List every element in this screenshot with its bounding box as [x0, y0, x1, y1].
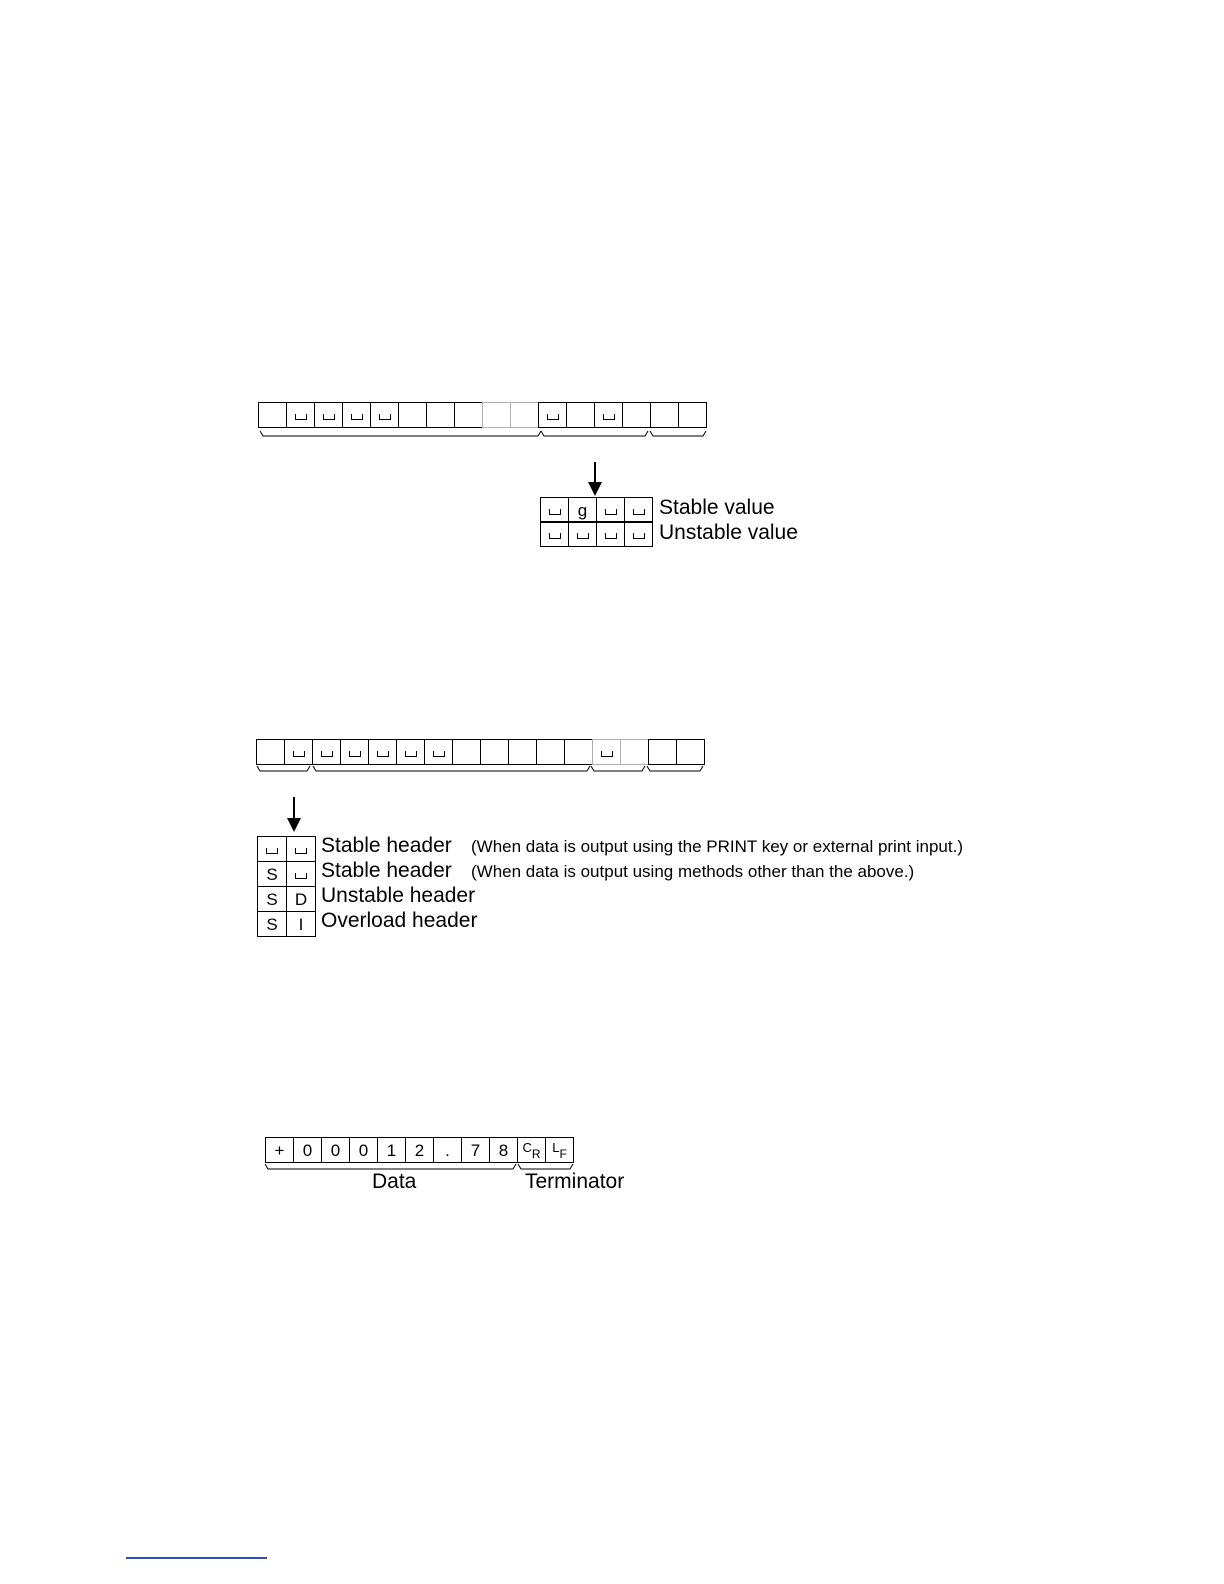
empty-cell	[452, 739, 481, 765]
space-cell	[286, 861, 316, 887]
space-cell	[540, 521, 569, 547]
empty-cell	[426, 402, 455, 428]
space-symbol-icon	[295, 873, 307, 879]
space-symbol-icon	[293, 751, 305, 757]
space-cell	[368, 739, 397, 765]
empty-cell	[564, 739, 593, 765]
data-label: Data	[372, 1170, 417, 1193]
lf-cell-char-1: L	[552, 1139, 560, 1155]
format-cell-row	[258, 402, 707, 428]
example-cell-row	[265, 1137, 574, 1163]
char-cell: g	[568, 497, 597, 523]
space-symbol-icon	[633, 509, 645, 515]
arrow-down-icon	[588, 482, 602, 496]
space-cell	[396, 739, 425, 765]
space-cell	[314, 402, 343, 428]
space-cell	[538, 402, 567, 428]
header-row	[257, 861, 316, 887]
char-cell: 0	[293, 1137, 322, 1163]
header-row	[257, 886, 316, 912]
space-cell	[286, 402, 315, 428]
space-symbol-icon	[321, 751, 333, 757]
space-symbol-icon	[349, 751, 361, 757]
space-cell	[257, 836, 287, 862]
space-symbol-icon	[295, 414, 307, 420]
empty-cell	[482, 402, 511, 428]
char-cell: D	[286, 886, 316, 912]
space-cell	[370, 402, 399, 428]
empty-cell	[508, 739, 537, 765]
unit-row-label: Unstable value	[659, 521, 798, 544]
char-cell: 0	[349, 1137, 378, 1163]
lf-cell-char-2: F	[559, 1147, 567, 1161]
space-cell	[340, 739, 369, 765]
space-symbol-icon	[633, 533, 645, 539]
header-row-label: Overload header	[321, 909, 478, 932]
empty-cell	[650, 402, 679, 428]
space-cell	[624, 497, 653, 523]
format-cell-row	[256, 739, 705, 765]
empty-cell	[480, 739, 509, 765]
char-cell: S	[257, 886, 287, 912]
header-row-label: Stable header	[321, 859, 452, 882]
space-symbol-icon	[601, 751, 613, 757]
space-cell	[286, 836, 316, 862]
empty-cell	[510, 402, 539, 428]
lf-cell	[545, 1137, 574, 1163]
header-row	[257, 836, 316, 862]
space-cell	[424, 739, 453, 765]
cr-cell-char-2: R	[531, 1147, 541, 1161]
space-symbol-icon	[433, 751, 445, 757]
space-symbol-icon	[323, 414, 335, 420]
header-row-label: Unstable header	[321, 884, 476, 907]
space-cell	[342, 402, 371, 428]
space-symbol-icon	[549, 509, 561, 515]
space-cell	[624, 521, 653, 547]
space-cell	[594, 402, 623, 428]
space-symbol-icon	[405, 751, 417, 757]
char-cell: I	[286, 911, 316, 937]
header-row	[257, 911, 316, 937]
empty-cell	[648, 739, 677, 765]
char-cell: S	[257, 861, 287, 887]
space-cell	[540, 497, 569, 523]
empty-cell	[256, 739, 285, 765]
space-symbol-icon	[549, 533, 561, 539]
unit-row	[540, 522, 653, 547]
empty-cell	[678, 402, 707, 428]
header-row-note: (When data is output using the PRINT key or external print input.)	[471, 837, 963, 856]
char-cell: .	[433, 1137, 462, 1163]
cr-cell	[517, 1137, 546, 1163]
space-symbol-icon	[379, 414, 391, 420]
space-symbol-icon	[605, 509, 617, 515]
space-symbol-icon	[603, 414, 615, 420]
terminator-label: Terminator	[525, 1170, 625, 1193]
space-cell	[284, 739, 313, 765]
empty-cell	[258, 402, 287, 428]
space-cell	[596, 521, 625, 547]
char-cell: 7	[461, 1137, 490, 1163]
char-cell: +	[265, 1137, 294, 1163]
space-cell	[312, 739, 341, 765]
space-symbol-icon	[547, 414, 559, 420]
space-symbol-icon	[577, 533, 589, 539]
char-cell: 0	[321, 1137, 350, 1163]
space-symbol-icon	[266, 848, 278, 854]
unit-row-label: Stable value	[659, 496, 775, 519]
space-cell	[596, 497, 625, 523]
empty-cell	[620, 739, 649, 765]
char-cell: 2	[405, 1137, 434, 1163]
header-row-label: Stable header	[321, 834, 452, 857]
empty-cell	[566, 402, 595, 428]
empty-cell	[536, 739, 565, 765]
char-cell: 8	[489, 1137, 518, 1163]
space-symbol-icon	[295, 848, 307, 854]
cr-cell-char-1: C	[522, 1139, 532, 1155]
header-row-note: (When data is output using methods other than the above.)	[471, 862, 915, 881]
space-cell	[568, 521, 597, 547]
space-symbol-icon	[377, 751, 389, 757]
unit-row	[540, 497, 653, 523]
empty-cell	[454, 402, 483, 428]
empty-cell	[676, 739, 705, 765]
empty-cell	[398, 402, 427, 428]
footnote-separator	[126, 1557, 267, 1559]
char-cell: S	[257, 911, 287, 937]
empty-cell	[622, 402, 651, 428]
space-symbol-icon	[605, 533, 617, 539]
char-cell: 1	[377, 1137, 406, 1163]
space-cell	[592, 739, 621, 765]
space-symbol-icon	[351, 414, 363, 420]
arrow-down-icon	[287, 818, 301, 832]
